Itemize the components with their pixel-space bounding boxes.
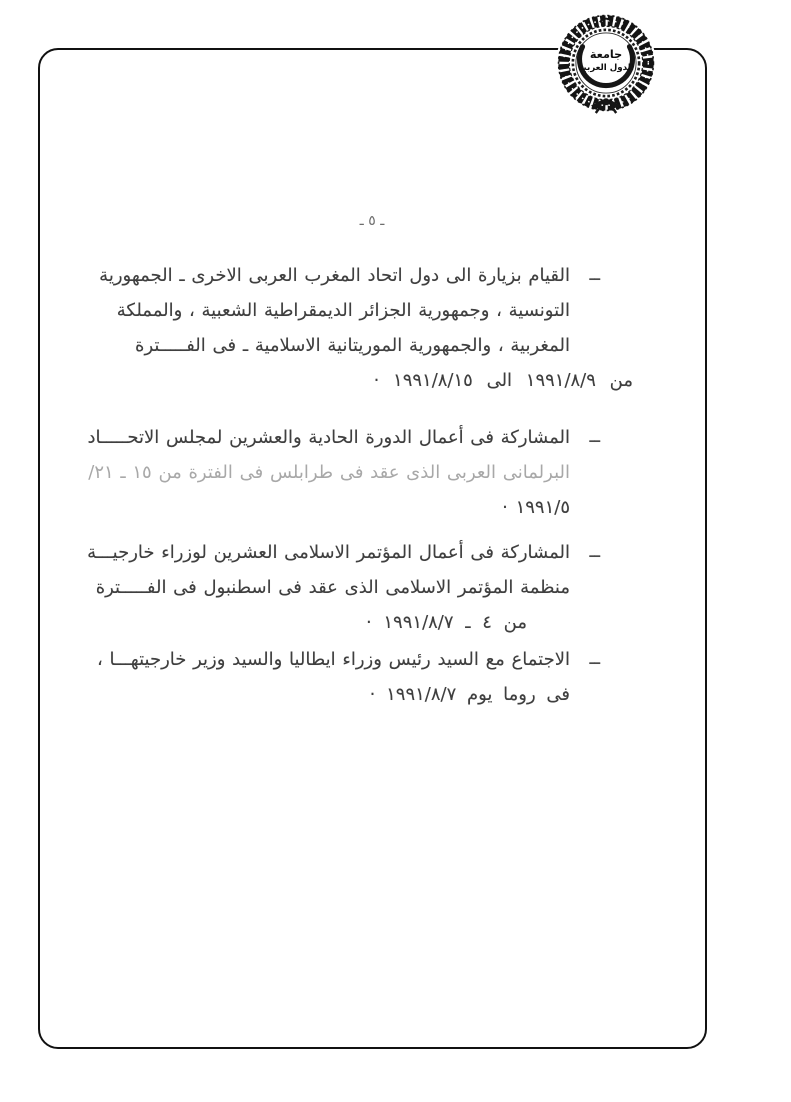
paragraph-maghreb-visit xyxy=(99,258,633,398)
text-line: الاجتماع مع السيد رئيس وزراء ايطاليا والسيد وزير خارجيتهـــا ، xyxy=(96,649,570,670)
paragraph-parliamentary-union xyxy=(87,420,600,525)
bullet-dash: ــ xyxy=(589,426,600,447)
text-line-date: فى روما يوم ١٩٩١/٨/٧ · xyxy=(369,684,570,705)
text-line-date: ١٩٩١/٥ · xyxy=(502,497,570,518)
bullet-dash: ــ xyxy=(589,541,600,562)
text-line: المشاركة فى أعمال المؤتمر الاسلامى العشرين لوزراء خارجيـــة xyxy=(87,542,570,563)
paragraph-islamic-conference xyxy=(87,535,600,640)
page-number: ـ ٥ ـ xyxy=(359,213,385,229)
emblem-calligraphy-line2: الدول العربية xyxy=(578,63,634,74)
bullet-dash: ــ xyxy=(589,264,600,285)
text-line-date: من ٤ ـ ١٩٩١/٨/٧ · xyxy=(365,612,527,633)
document-body xyxy=(87,258,633,712)
text-line-date: من ١٩٩١/٨/٩ الى ١٩٩١/٨/١٥ · xyxy=(373,370,633,391)
text-line: القيام بزيارة الى دول اتحاد المغرب العربى الاخرى ـ الجمهورية xyxy=(99,265,570,286)
league-of-arab-states-emblem-icon xyxy=(555,12,657,114)
emblem-calligraphy-line1: جامعة xyxy=(589,47,623,61)
text-line: المغربية ، والجمهورية الموريتانية الاسلامية ـ فى الفـــــترة xyxy=(135,335,570,356)
text-line: منظمة المؤتمر الاسلامى الذى عقد فى اسطنبول فى الفـــــترة xyxy=(95,577,570,598)
text-line: المشاركة فى أعمال الدورة الحادية والعشرين لمجلس الاتحـــــاد xyxy=(87,427,570,448)
text-line: البرلمانى العربى الذى عقد فى طرابلس فى الفترة من ١٥ ـ ٢١/ xyxy=(88,462,570,483)
text-line: التونسية ، وجمهورية الجزائر الديمقراطية الشعبية ، والمملكة xyxy=(116,300,570,321)
paragraph-rome-meeting xyxy=(96,642,600,712)
bullet-dash: ــ xyxy=(589,648,600,669)
